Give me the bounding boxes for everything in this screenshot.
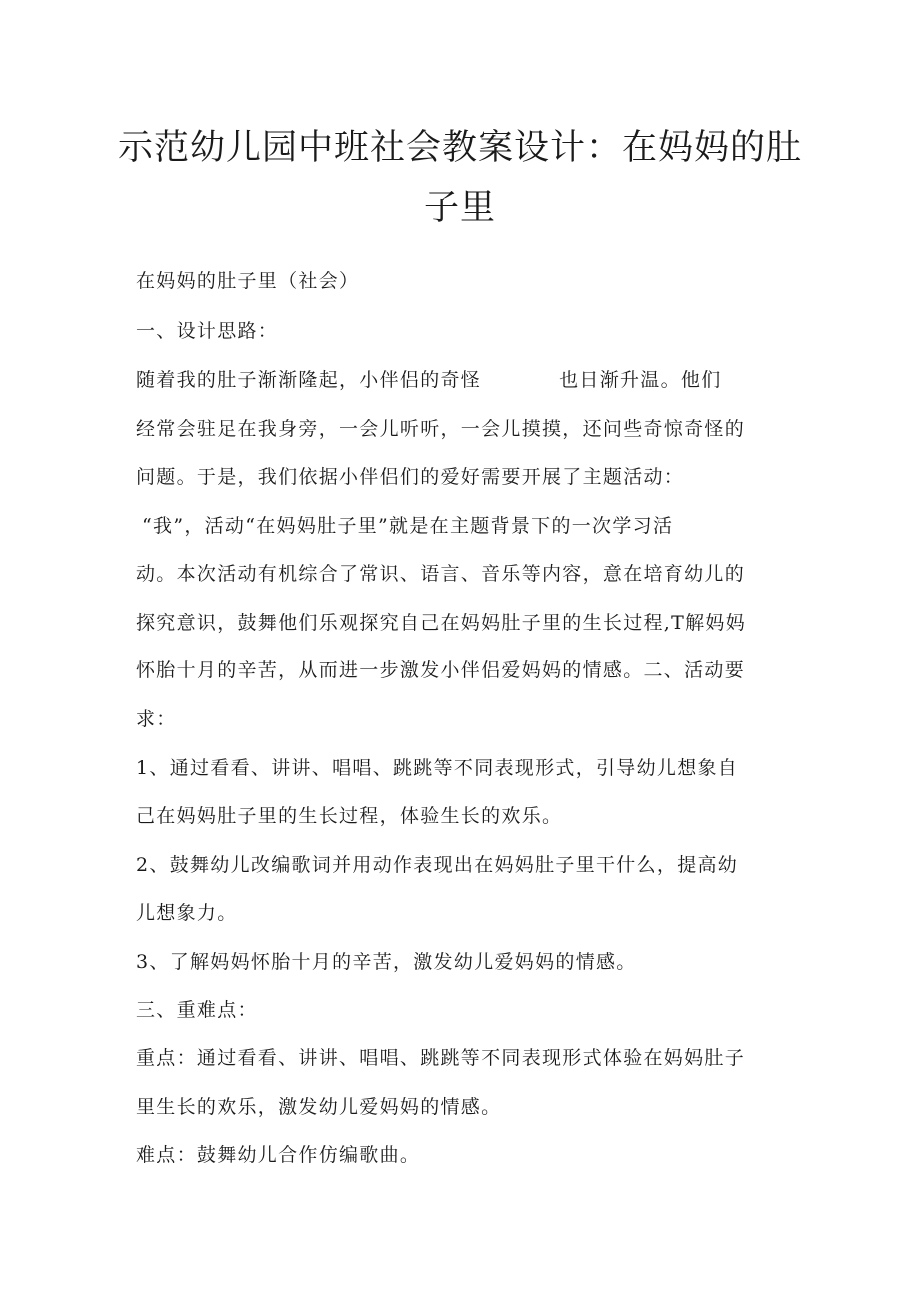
paragraph-line: 动。本次活动有机综合了常识、语言、音乐等内容，意在培育幼儿的 xyxy=(136,563,746,585)
subtitle-line: 在妈妈的肚子里（社会） xyxy=(136,270,360,292)
paragraph-line: 探究意识，鼓舞他们乐观探究自己在妈妈肚子里的生长过程,T解妈妈 xyxy=(136,612,747,634)
paragraph-line: 求： xyxy=(136,708,177,730)
key-point-line: 重点：通过看看、讲讲、唱唱、跳跳等不同表现形式体验在妈妈肚子 xyxy=(136,1047,746,1069)
list-item-2-cont: 儿想象力。 xyxy=(136,902,238,924)
list-item-1-cont: 己在妈妈肚子里的生长过程，体验生长的欢乐。 xyxy=(136,805,563,827)
paragraph-line: “我”，活动“在妈妈肚子里”就是在主题背景下的一次学习活 xyxy=(142,515,674,537)
section-heading-design-ideas: 一、设计思路： xyxy=(136,320,279,342)
paragraph-line-part: 随着我的肚子渐渐隆起，小伴侣的奇怪 xyxy=(136,369,482,391)
list-item-3: 3、了解妈妈怀胎十月的辛苦，激发幼儿爱妈妈的情感。 xyxy=(136,951,637,973)
document-title xyxy=(110,118,810,238)
key-point-line-cont: 里生长的欢乐，激发幼儿爱妈妈的情感。 xyxy=(136,1096,502,1118)
title-line-1: 示范幼儿园中班社会教案设计：在妈妈的肚 xyxy=(117,128,802,168)
paragraph-line: 怀胎十月的辛苦，从而进一步激发小伴侣爱妈妈的情感。二、活动要 xyxy=(136,659,746,681)
paragraph-line xyxy=(136,367,722,393)
paragraph-line: 经常会驻足在我身旁，一会儿听听，一会儿摸摸，还问些奇惊奇怪的 xyxy=(136,418,746,440)
list-item-1: 1、通过看看、讲讲、唱唱、跳跳等不同表现形式，引导幼儿想象自 xyxy=(136,757,739,779)
title-line-2: 子里 xyxy=(423,188,496,228)
paragraph-line: 问题。于是，我们依据小伴侣们的爱好需要开展了主题活动： xyxy=(136,466,685,488)
difficulty-line: 难点：鼓舞幼儿合作仿编歌曲。 xyxy=(136,1144,421,1166)
section-heading-key-points: 三、重难点： xyxy=(136,999,258,1021)
list-item-2: 2、鼓舞幼儿改编歌词并用动作表现出在妈妈肚子里干什么，提高幼 xyxy=(136,854,739,876)
paragraph-line-part: 也日渐升温。他们 xyxy=(559,369,722,391)
